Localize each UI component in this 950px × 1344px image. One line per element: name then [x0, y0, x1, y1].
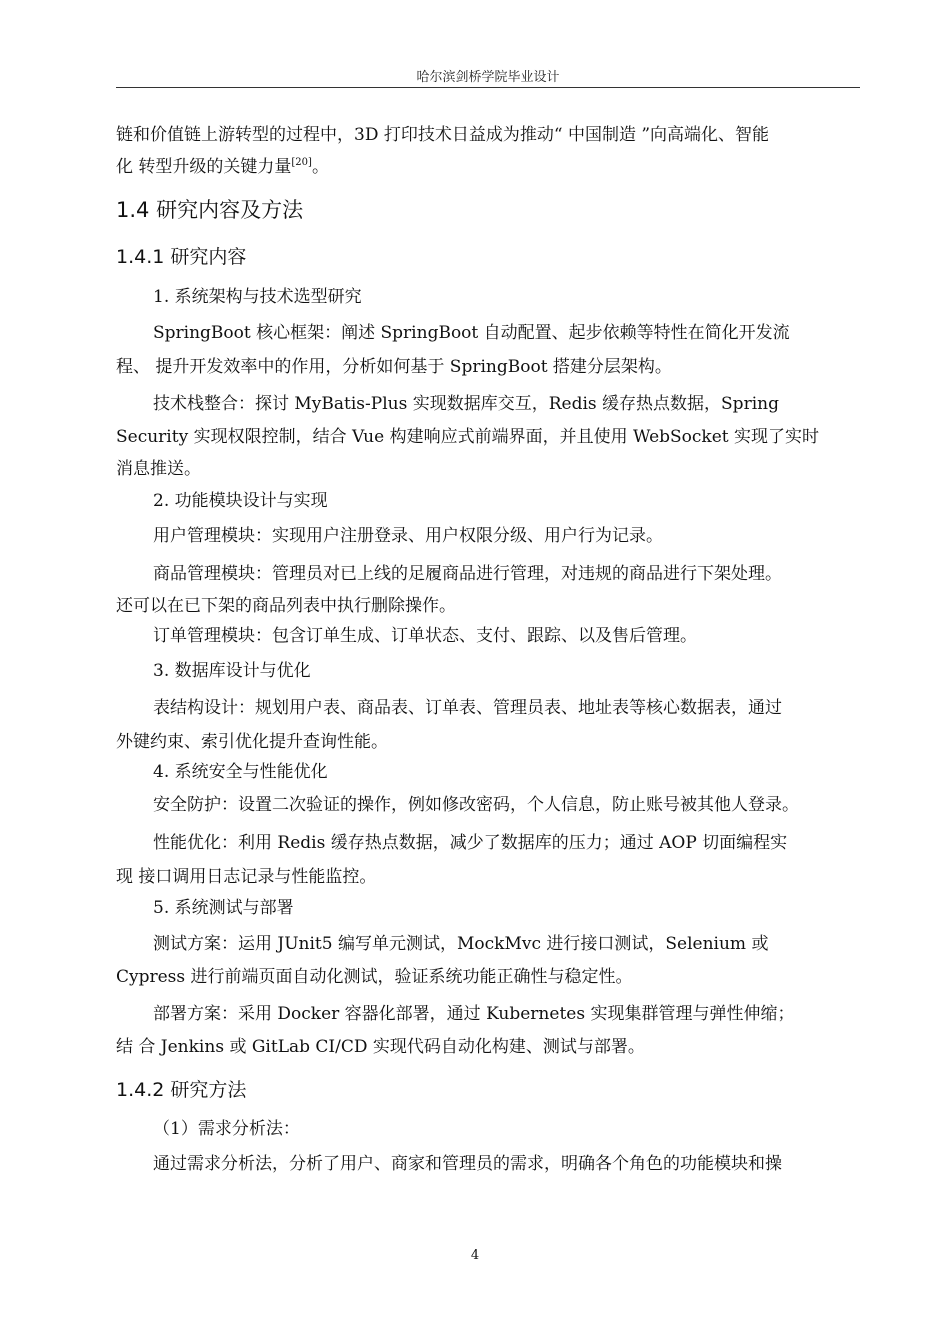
- body-text-line: 链和价值链上游转型的过程中，3D 打印技术日益成为推动“ 中国制造 ”向高端化、智能: [116, 125, 770, 145]
- body-text-line: 消息推送。: [116, 459, 201, 479]
- body-text-line: 技术栈整合：探讨 MyBatis-Plus 实现数据库交互，Redis 缓存热点数据，Spring: [153, 394, 779, 414]
- running-header: 哈尔滨剑桥学院毕业设计: [416, 70, 560, 85]
- body-text-line: 化 转型升级的关键力量[20]。: [116, 157, 329, 177]
- body-text-line: Security 实现权限控制，结合 Vue 构建响应式前端界面，并且使用 WebSocket 实现了实时: [116, 427, 820, 447]
- body-text-line: 性能优化：利用 Redis 缓存热点数据，减少了数据库的压力；通过 AOP 切面编程实: [153, 833, 788, 853]
- header-divider: [116, 87, 860, 88]
- subsection-heading: 1.4.1 研究内容: [116, 246, 247, 268]
- list-item: 2. 功能模块设计与实现: [153, 491, 328, 511]
- body-text-line: 部署方案：采用 Docker 容器化部署，通过 Kubernetes 实现集群管理与弹性伸缩；: [153, 1004, 795, 1024]
- subsection-heading: 1.4.2 研究方法: [116, 1079, 247, 1101]
- body-text-line: 订单管理模块：包含订单生成、订单状态、支付、跟踪、以及售后管理。: [153, 626, 697, 646]
- body-text-line: 外键约束、索引优化提升查询性能。: [116, 732, 388, 752]
- body-text-line: 安全防护：设置二次验证的操作，例如修改密码，个人信息，防止账号被其他人登录。: [153, 795, 799, 815]
- body-text-line: 结 合 Jenkins 或 GitLab CI/CD 实现代码自动化构建、测试与部署。: [116, 1037, 645, 1057]
- citation-ref: [20]: [291, 157, 312, 168]
- body-text-line: 表结构设计：规划用户表、商品表、订单表、管理员表、地址表等核心数据表，通过: [153, 698, 782, 718]
- body-text-line: 现 接口调用日志记录与性能监控。: [116, 867, 377, 887]
- body-text-line: 还可以在已下架的商品列表中执行删除操作。: [116, 596, 456, 616]
- list-item: 3. 数据库设计与优化: [153, 661, 311, 681]
- page-number: 4: [470, 1248, 480, 1263]
- body-text-line: 程、 提升开发效率中的作用，分析如何基于 SpringBoot 搭建分层架构。: [116, 357, 672, 377]
- section-heading: 1.4 研究内容及方法: [116, 198, 304, 222]
- body-text-line: Cypress 进行前端页面自动化测试，验证系统功能正确性与稳定性。: [116, 967, 633, 987]
- body-text-line: 商品管理模块：管理员对已上线的足履商品进行管理，对违规的商品进行下架处理。: [153, 564, 782, 584]
- body-text-line: 通过需求分析法，分析了用户、商家和管理员的需求，明确各个角色的功能模块和操: [153, 1154, 782, 1174]
- body-text-line: SpringBoot 核心框架：阐述 SpringBoot 自动配置、起步依赖等特性在简化开发流: [153, 323, 790, 343]
- body-text-line: 用户管理模块：实现用户注册登录、用户权限分级、用户行为记录。: [153, 526, 663, 546]
- list-item: 5. 系统测试与部署: [153, 898, 294, 918]
- list-item: 1. 系统架构与技术选型研究: [153, 287, 362, 307]
- list-item: 4. 系统安全与性能优化: [153, 762, 328, 782]
- body-text-line: 测试方案：运用 JUnit5 编写单元测试，MockMvc 进行接口测试，Selenium 或: [153, 934, 769, 954]
- list-item: （1）需求分析法：: [153, 1119, 300, 1139]
